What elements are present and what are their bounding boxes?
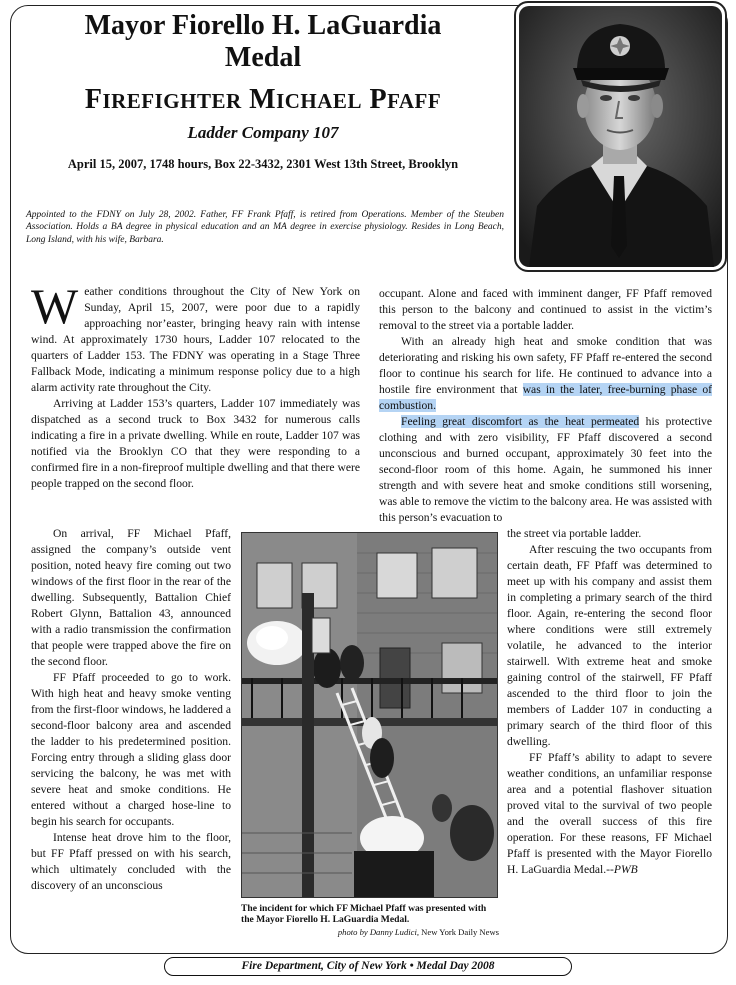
paragraph: Feeling great discomfort as the heat permeated his protective clothing and with zero visibility, FF Pfaff discovered a second unconscious and burned occupant, approximately 30 feet into the second-floor room of this home. Again, he summoned his inner strength and with severe heat and smoke conditions still worsening, was able to remove the victim to the balcony area. He was assisted with this person’s evacuation to (379, 415, 712, 524)
paragraph: After rescuing the two occupants from certain death, FF Pfaff was determined to meet up with his company and assist them in completing a primary search of the third floor. Again, re-entering the second floor where conditions were still extremely volatile, he advanced to the interior stairwell. With extreme heat and smoke gaining control of the stairwell, FF Pfaff ascended to the third floor to join the members of Ladder 107 in conducting a primary search of the third floor of this dwelling. (507, 543, 712, 748)
photo-caption: The incident for which FF Michael Pfaff was presented with the Mayor Fiorello H. LaGuardia Medal. (241, 903, 487, 925)
dateline: April 15, 2007, 1748 hours, Box 22-3432, 2301 West 13th Street, Brooklyn (67, 157, 459, 171)
biography: Appointed to the FDNY on July 28, 2002. Father, FF Frank Pfaff, is retired from Operations. Member of the Steuben Association. Holds a BA degree in physical education and an MA degree in exercise physiology. Resides in Long Beach, Long Island, with his wife, Barbara. (26, 210, 504, 245)
incident-photo (241, 532, 498, 898)
paragraph: the street via portable ladder. (507, 527, 642, 540)
article-column-1-top: Weather conditions throughout the City of New York on Sunday, April 15, 2007, were poor due to a rapidly approaching nor’easter, bringing heavy rain with intense wind. At approximately 1730 hours, Ladder 107 relocated to the quarters of Ladder 153. The FDNY was operating in a Stage Three Fallback Mode, indicating a minimum response policy due to a high alarm activity rate throughout the City. Arriving at Ladder 153’s quarters, Ladder 107 immediately was dispatched as a second truck to Box 3432 for numerous calls indicating a fire in a private dwelling. While en route, Ladder 107 was notified via the Brooklyn CO that they were responding to a confirmed fire in a non-fireproof multiple dwelling and that there were people trapped on the second floor. (31, 278, 360, 490)
page-footer: Fire Department, City of New York • Medal Day 2008 (164, 957, 572, 976)
signoff: PWB (613, 863, 638, 876)
highlighted-text[interactable]: was in the later, free-burning phase of combustion. (379, 383, 712, 412)
paragraph: Intense heat drove him to the floor, but FF Pfaff pressed on with his search, which ultimately concluded with the discovery of an unconscious (31, 831, 231, 892)
paragraph: FF Pfaff proceeded to go to work. With high heat and heavy smoke venting from the first-floor windows, he laddered a second-floor balcony area and ascended the ladder to his predetermined position. Forcing entry through a sliding glass door servicing the balcony, he was met with severe heat and smoke conditions. He entered without a charged hose-line to begin his search for occupants. (31, 671, 231, 828)
highlighted-text[interactable]: Feeling great discomfort as the heat permeated (401, 415, 640, 428)
portrait-photo (514, 1, 727, 272)
article-column-1-bottom (31, 526, 231, 894)
paragraph: On arrival, FF Michael Pfaff, assigned the company’s outside vent position, noted heavy fire coming out two windows of the first floor in the rear of the dwelling. Subsequently, Battalion Chief Robert Glynn, Battalion 43, announced with a radio transmission the confirmation that people were trapped above the fire on the second floor. (31, 527, 231, 668)
drop-cap: W (31, 278, 79, 334)
photo-credit: photo by Danny Ludici, New York Daily News (337, 927, 499, 937)
header (22, 10, 504, 172)
paragraph: With an already high heat and smoke condition that was deteriorating and risking his own safety, FF Pfaff re-entered the second floor to continue his search for life. He continued to advance into a hostile fire environment that was in the later, free-burning phase of combustion. (379, 335, 712, 412)
paragraph: occupant. Alone and faced with imminent danger, FF Pfaff removed this person to the balcony and continued to assist in the victim’s removal to the street via a portable ladder. (379, 287, 712, 332)
company-name: Ladder Company 107 (187, 123, 339, 142)
paragraph: Arriving at Ladder 153’s quarters, Ladder 107 immediately was dispatched as a second truck to Box 3432 for numerous calls indicating a fire in a private dwelling. While en route, Ladder 107 was notified via the Brooklyn CO that they were responding to a confirmed fire in a non-fireproof multiple dwelling and that there were people trapped on the second floor. (31, 397, 360, 490)
article-column-2-top (379, 286, 712, 526)
honoree-name: FIREFIGHTER MICHAEL PFAFF (84, 84, 442, 115)
medal-title: Mayor Fiorello H. LaGuardia Medal (84, 10, 442, 73)
article-column-2-bottom (507, 526, 712, 878)
paragraph: FF Pfaff’s ability to adapt to severe weather conditions, an unfamiliar response area and a potential flashover situation proved vital to the survival of two people and the overall success of this fire operation. For these reasons, FF Michael Pfaff is presented with the Mayor Fiorello H. LaGuardia Medal.--PWB (507, 751, 712, 876)
